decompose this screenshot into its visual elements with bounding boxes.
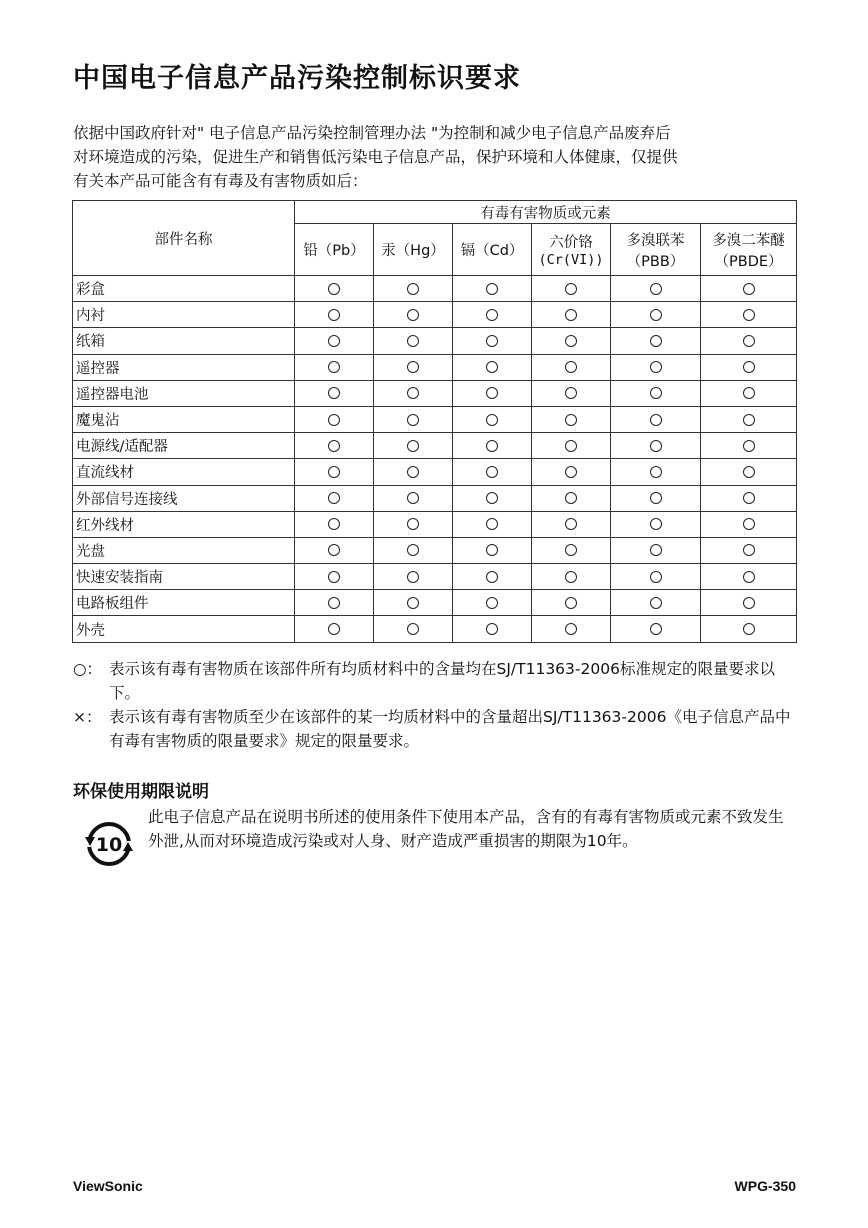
- substance-mark-cell: [453, 590, 532, 616]
- legend-symbol: ○：: [73, 660, 103, 678]
- circle-mark-icon: [407, 518, 419, 530]
- circle-mark-icon: [743, 414, 755, 426]
- page-title: 中国电子信息产品污染控制标识要求: [73, 63, 521, 94]
- circle-mark-icon: [486, 414, 498, 426]
- legend-notes: [73, 657, 799, 753]
- substance-mark-cell: [611, 433, 701, 459]
- substance-mark-cell: [374, 537, 453, 563]
- table-row: [73, 590, 797, 616]
- circle-mark-icon: [650, 283, 662, 295]
- epup-description: 此电子信息产品在说明书所述的使用条件下使用本产品，含有的有毒有害物质或元素不致发生外泄,从而对环境造成污染或对人身、财产造成严重损害的期限为10年。: [148, 808, 784, 850]
- table-row: [73, 433, 797, 459]
- substance-mark-cell: [453, 406, 532, 432]
- substance-mark-cell: [374, 433, 453, 459]
- circle-mark-icon: [328, 466, 340, 478]
- part-name-cell: 直流线材: [73, 459, 295, 485]
- table-row: [73, 511, 797, 537]
- table-row: [73, 406, 797, 432]
- substance-mark-cell: [532, 590, 611, 616]
- substance-mark-cell: [701, 433, 797, 459]
- substance-mark-cell: [532, 537, 611, 563]
- circle-mark-icon: [743, 544, 755, 556]
- substance-mark-cell: [611, 380, 701, 406]
- substance-mark-cell: [701, 406, 797, 432]
- substance-mark-cell: [532, 485, 611, 511]
- substance-mark-cell: [453, 616, 532, 642]
- part-name-cell: 红外线材: [73, 511, 295, 537]
- part-name-cell: 快速安装指南: [73, 564, 295, 590]
- table-row: [73, 328, 797, 354]
- substance-mark-cell: [532, 328, 611, 354]
- circle-mark-icon: [650, 414, 662, 426]
- circle-mark-icon: [743, 623, 755, 635]
- legend-text: 表示该有毒有害物质至少在该部件的某一均质材料中的含量超出SJ/T11363-2006《电子信息产品中有毒有害物质的限量要求》规定的限量要求。: [109, 708, 791, 750]
- part-name-cell: 电路板组件: [73, 590, 295, 616]
- substance-name: 六价铬: [549, 235, 593, 251]
- substance-mark-cell: [701, 302, 797, 328]
- circle-mark-icon: [650, 335, 662, 347]
- legend-note-cross: [73, 705, 799, 753]
- epup-10-year-icon: [82, 817, 136, 871]
- substance-mark-cell: [453, 511, 532, 537]
- circle-mark-icon: [650, 309, 662, 321]
- substance-mark-cell: [295, 328, 374, 354]
- circle-mark-icon: [486, 361, 498, 373]
- part-name-cell: 光盘: [73, 537, 295, 563]
- substance-mark-cell: [701, 459, 797, 485]
- circle-mark-icon: [743, 492, 755, 504]
- circle-mark-icon: [565, 440, 577, 452]
- circle-mark-icon: [565, 518, 577, 530]
- circle-mark-icon: [328, 623, 340, 635]
- substance-mark-cell: [374, 590, 453, 616]
- intro-line: 对环境造成的污染，促进生产和销售低污染电子信息产品，保护环境和人体健康，仅提供: [73, 148, 678, 166]
- circle-mark-icon: [650, 466, 662, 478]
- substance-mark-cell: [453, 276, 532, 302]
- intro-line: 有关本产品可能含有有毒及有害物质如后：: [73, 172, 368, 190]
- circle-mark-icon: [486, 597, 498, 609]
- part-name-cell: 电源线/适配器: [73, 433, 295, 459]
- table-row: [73, 380, 797, 406]
- substance-mark-cell: [453, 459, 532, 485]
- substance-mark-cell: [701, 590, 797, 616]
- circle-mark-icon: [328, 544, 340, 556]
- substance-mark-cell: [453, 380, 532, 406]
- hazardous-substance-table: [72, 200, 797, 643]
- circle-mark-icon: [486, 518, 498, 530]
- substance-mark-cell: [701, 328, 797, 354]
- substance-mark-cell: [611, 590, 701, 616]
- table-row: [73, 302, 797, 328]
- substance-mark-cell: [374, 459, 453, 485]
- circle-mark-icon: [743, 466, 755, 478]
- substance-mark-cell: [532, 433, 611, 459]
- circle-mark-icon: [743, 597, 755, 609]
- table-row: [73, 564, 797, 590]
- legend-symbol: ×：: [73, 708, 102, 726]
- circle-mark-icon: [743, 335, 755, 347]
- substance-mark-cell: [453, 433, 532, 459]
- part-name-cell: 魔鬼沾: [73, 406, 295, 432]
- substance-mark-cell: [611, 354, 701, 380]
- circle-mark-icon: [407, 309, 419, 321]
- circle-mark-icon: [565, 597, 577, 609]
- circle-mark-icon: [743, 440, 755, 452]
- circle-mark-icon: [486, 492, 498, 504]
- substance-mark-cell: [453, 354, 532, 380]
- substance-name: 多溴二苯醚: [712, 232, 785, 249]
- substance-mark-cell: [611, 511, 701, 537]
- circle-mark-icon: [565, 309, 577, 321]
- circle-mark-icon: [486, 335, 498, 347]
- circle-mark-icon: [328, 361, 340, 373]
- legend-note-circle: [73, 657, 799, 705]
- circle-mark-icon: [328, 440, 340, 452]
- substance-mark-cell: [453, 564, 532, 590]
- substance-mark-cell: [532, 616, 611, 642]
- circle-mark-icon: [407, 414, 419, 426]
- circle-mark-icon: [486, 623, 498, 635]
- substance-mark-cell: [611, 459, 701, 485]
- circle-mark-icon: [565, 387, 577, 399]
- table-row: [73, 485, 797, 511]
- substance-symbol: (Cr(VI)): [538, 252, 604, 268]
- substance-mark-cell: [532, 511, 611, 537]
- circle-mark-icon: [328, 283, 340, 295]
- substance-mark-cell: [374, 380, 453, 406]
- substance-mark-cell: [701, 354, 797, 380]
- circle-mark-icon: [650, 387, 662, 399]
- substance-mark-cell: [701, 485, 797, 511]
- substance-mark-cell: [295, 406, 374, 432]
- table-row: [73, 276, 797, 302]
- substance-mark-cell: [374, 616, 453, 642]
- circle-mark-icon: [650, 492, 662, 504]
- substance-header: [611, 224, 701, 276]
- part-name-cell: 遥控器: [73, 354, 295, 380]
- substance-mark-cell: [295, 433, 374, 459]
- substance-mark-cell: [374, 564, 453, 590]
- substance-mark-cell: [611, 537, 701, 563]
- epup-heading: 环保使用期限说明: [73, 782, 209, 802]
- part-name-cell: 彩盒: [73, 276, 295, 302]
- substance-mark-cell: [453, 302, 532, 328]
- circle-mark-icon: [743, 309, 755, 321]
- substance-mark-cell: [295, 616, 374, 642]
- substance-mark-cell: [611, 302, 701, 328]
- circle-mark-icon: [486, 571, 498, 583]
- substance-mark-cell: [532, 459, 611, 485]
- substance-mark-cell: [701, 616, 797, 642]
- circle-mark-icon: [565, 414, 577, 426]
- substance-mark-cell: [611, 564, 701, 590]
- circle-mark-icon: [565, 466, 577, 478]
- substance-mark-cell: [374, 328, 453, 354]
- substance-name: 多溴联苯: [626, 232, 685, 249]
- substance-mark-cell: [295, 276, 374, 302]
- substance-mark-cell: [295, 485, 374, 511]
- substance-mark-cell: [701, 564, 797, 590]
- circle-mark-icon: [328, 492, 340, 504]
- footer-model: WPG-350: [734, 1178, 796, 1194]
- circle-mark-icon: [407, 283, 419, 295]
- substance-mark-cell: [295, 537, 374, 563]
- circle-mark-icon: [743, 571, 755, 583]
- substance-mark-cell: [453, 485, 532, 511]
- substance-header: [701, 224, 797, 276]
- circle-mark-icon: [486, 283, 498, 295]
- intro-line: 依据中国政府针对" 电子信息产品污染控制管理办法 "为控制和减少电子信息产品废弃后: [73, 124, 671, 142]
- table-row: [73, 616, 797, 642]
- substance-mark-cell: [295, 590, 374, 616]
- circle-mark-icon: [407, 466, 419, 478]
- circle-mark-icon: [650, 597, 662, 609]
- circle-mark-icon: [486, 440, 498, 452]
- circle-mark-icon: [486, 466, 498, 478]
- circle-mark-icon: [407, 597, 419, 609]
- circle-mark-icon: [650, 571, 662, 583]
- circle-mark-icon: [565, 492, 577, 504]
- substance-mark-cell: [532, 276, 611, 302]
- substance-name: 汞（Hg）: [381, 243, 445, 259]
- substance-mark-cell: [701, 537, 797, 563]
- substance-mark-cell: [374, 354, 453, 380]
- legend-text: 表示该有毒有害物质在该部件所有均质材料中的含量均在SJ/T11363-2006标准规定的限量要求以下。: [109, 660, 775, 702]
- substance-name: 铅（Pb）: [303, 243, 365, 259]
- substance-header: [374, 224, 453, 276]
- substance-mark-cell: [295, 459, 374, 485]
- substance-mark-cell: [701, 511, 797, 537]
- substance-mark-cell: [532, 380, 611, 406]
- circle-mark-icon: [743, 283, 755, 295]
- substance-mark-cell: [611, 616, 701, 642]
- circle-mark-icon: [328, 518, 340, 530]
- circle-mark-icon: [650, 361, 662, 373]
- circle-mark-icon: [565, 623, 577, 635]
- substance-mark-cell: [611, 276, 701, 302]
- substance-group-header: 有毒有害物质或元素: [295, 201, 797, 224]
- substance-mark-cell: [374, 511, 453, 537]
- substance-mark-cell: [295, 564, 374, 590]
- circle-mark-icon: [328, 597, 340, 609]
- circle-mark-icon: [650, 440, 662, 452]
- part-name-cell: 内衬: [73, 302, 295, 328]
- table-row: [73, 459, 797, 485]
- circle-mark-icon: [407, 544, 419, 556]
- circle-mark-icon: [565, 283, 577, 295]
- circle-mark-icon: [565, 335, 577, 347]
- substance-symbol: （PBB）: [626, 253, 685, 270]
- circle-mark-icon: [407, 623, 419, 635]
- substance-mark-cell: [701, 276, 797, 302]
- circle-mark-icon: [328, 414, 340, 426]
- substance-mark-cell: [532, 354, 611, 380]
- table-row: [73, 354, 797, 380]
- part-name-cell: 遥控器电池: [73, 380, 295, 406]
- circle-mark-icon: [743, 518, 755, 530]
- substance-mark-cell: [701, 380, 797, 406]
- circle-mark-icon: [407, 387, 419, 399]
- substance-symbol: （PBDE）: [714, 253, 783, 270]
- circle-mark-icon: [328, 335, 340, 347]
- substance-mark-cell: [532, 302, 611, 328]
- circle-mark-icon: [486, 544, 498, 556]
- substance-mark-cell: [374, 276, 453, 302]
- circle-mark-icon: [407, 492, 419, 504]
- substance-header: [295, 224, 374, 276]
- circle-mark-icon: [328, 571, 340, 583]
- substance-mark-cell: [295, 302, 374, 328]
- intro-paragraph: [73, 121, 799, 193]
- substance-mark-cell: [532, 406, 611, 432]
- circle-mark-icon: [486, 387, 498, 399]
- substance-mark-cell: [611, 485, 701, 511]
- substance-mark-cell: [374, 302, 453, 328]
- substance-mark-cell: [532, 564, 611, 590]
- part-name-cell: 外部信号连接线: [73, 485, 295, 511]
- circle-mark-icon: [650, 623, 662, 635]
- circle-mark-icon: [407, 440, 419, 452]
- circle-mark-icon: [565, 361, 577, 373]
- substance-mark-cell: [374, 485, 453, 511]
- circle-mark-icon: [650, 518, 662, 530]
- epup-logo-number: 10: [95, 834, 123, 856]
- substance-mark-cell: [374, 406, 453, 432]
- substance-mark-cell: [295, 380, 374, 406]
- footer-brand: ViewSonic: [73, 1178, 143, 1194]
- substance-mark-cell: [453, 537, 532, 563]
- circle-mark-icon: [743, 387, 755, 399]
- circle-mark-icon: [743, 361, 755, 373]
- circle-mark-icon: [650, 544, 662, 556]
- part-name-header: 部件名称: [73, 201, 295, 276]
- circle-mark-icon: [486, 309, 498, 321]
- substance-name: 镉（Cd）: [460, 243, 524, 259]
- substance-mark-cell: [611, 406, 701, 432]
- circle-mark-icon: [407, 571, 419, 583]
- part-name-cell: 外壳: [73, 616, 295, 642]
- circle-mark-icon: [407, 361, 419, 373]
- circle-mark-icon: [407, 335, 419, 347]
- circle-mark-icon: [565, 571, 577, 583]
- substance-mark-cell: [295, 354, 374, 380]
- substance-mark-cell: [295, 511, 374, 537]
- substance-header: [532, 224, 611, 276]
- table-row: [73, 537, 797, 563]
- substance-header: [453, 224, 532, 276]
- substance-mark-cell: [453, 328, 532, 354]
- part-name-cell: 纸箱: [73, 328, 295, 354]
- circle-mark-icon: [328, 309, 340, 321]
- circle-mark-icon: [565, 544, 577, 556]
- substance-mark-cell: [611, 328, 701, 354]
- circle-mark-icon: [328, 387, 340, 399]
